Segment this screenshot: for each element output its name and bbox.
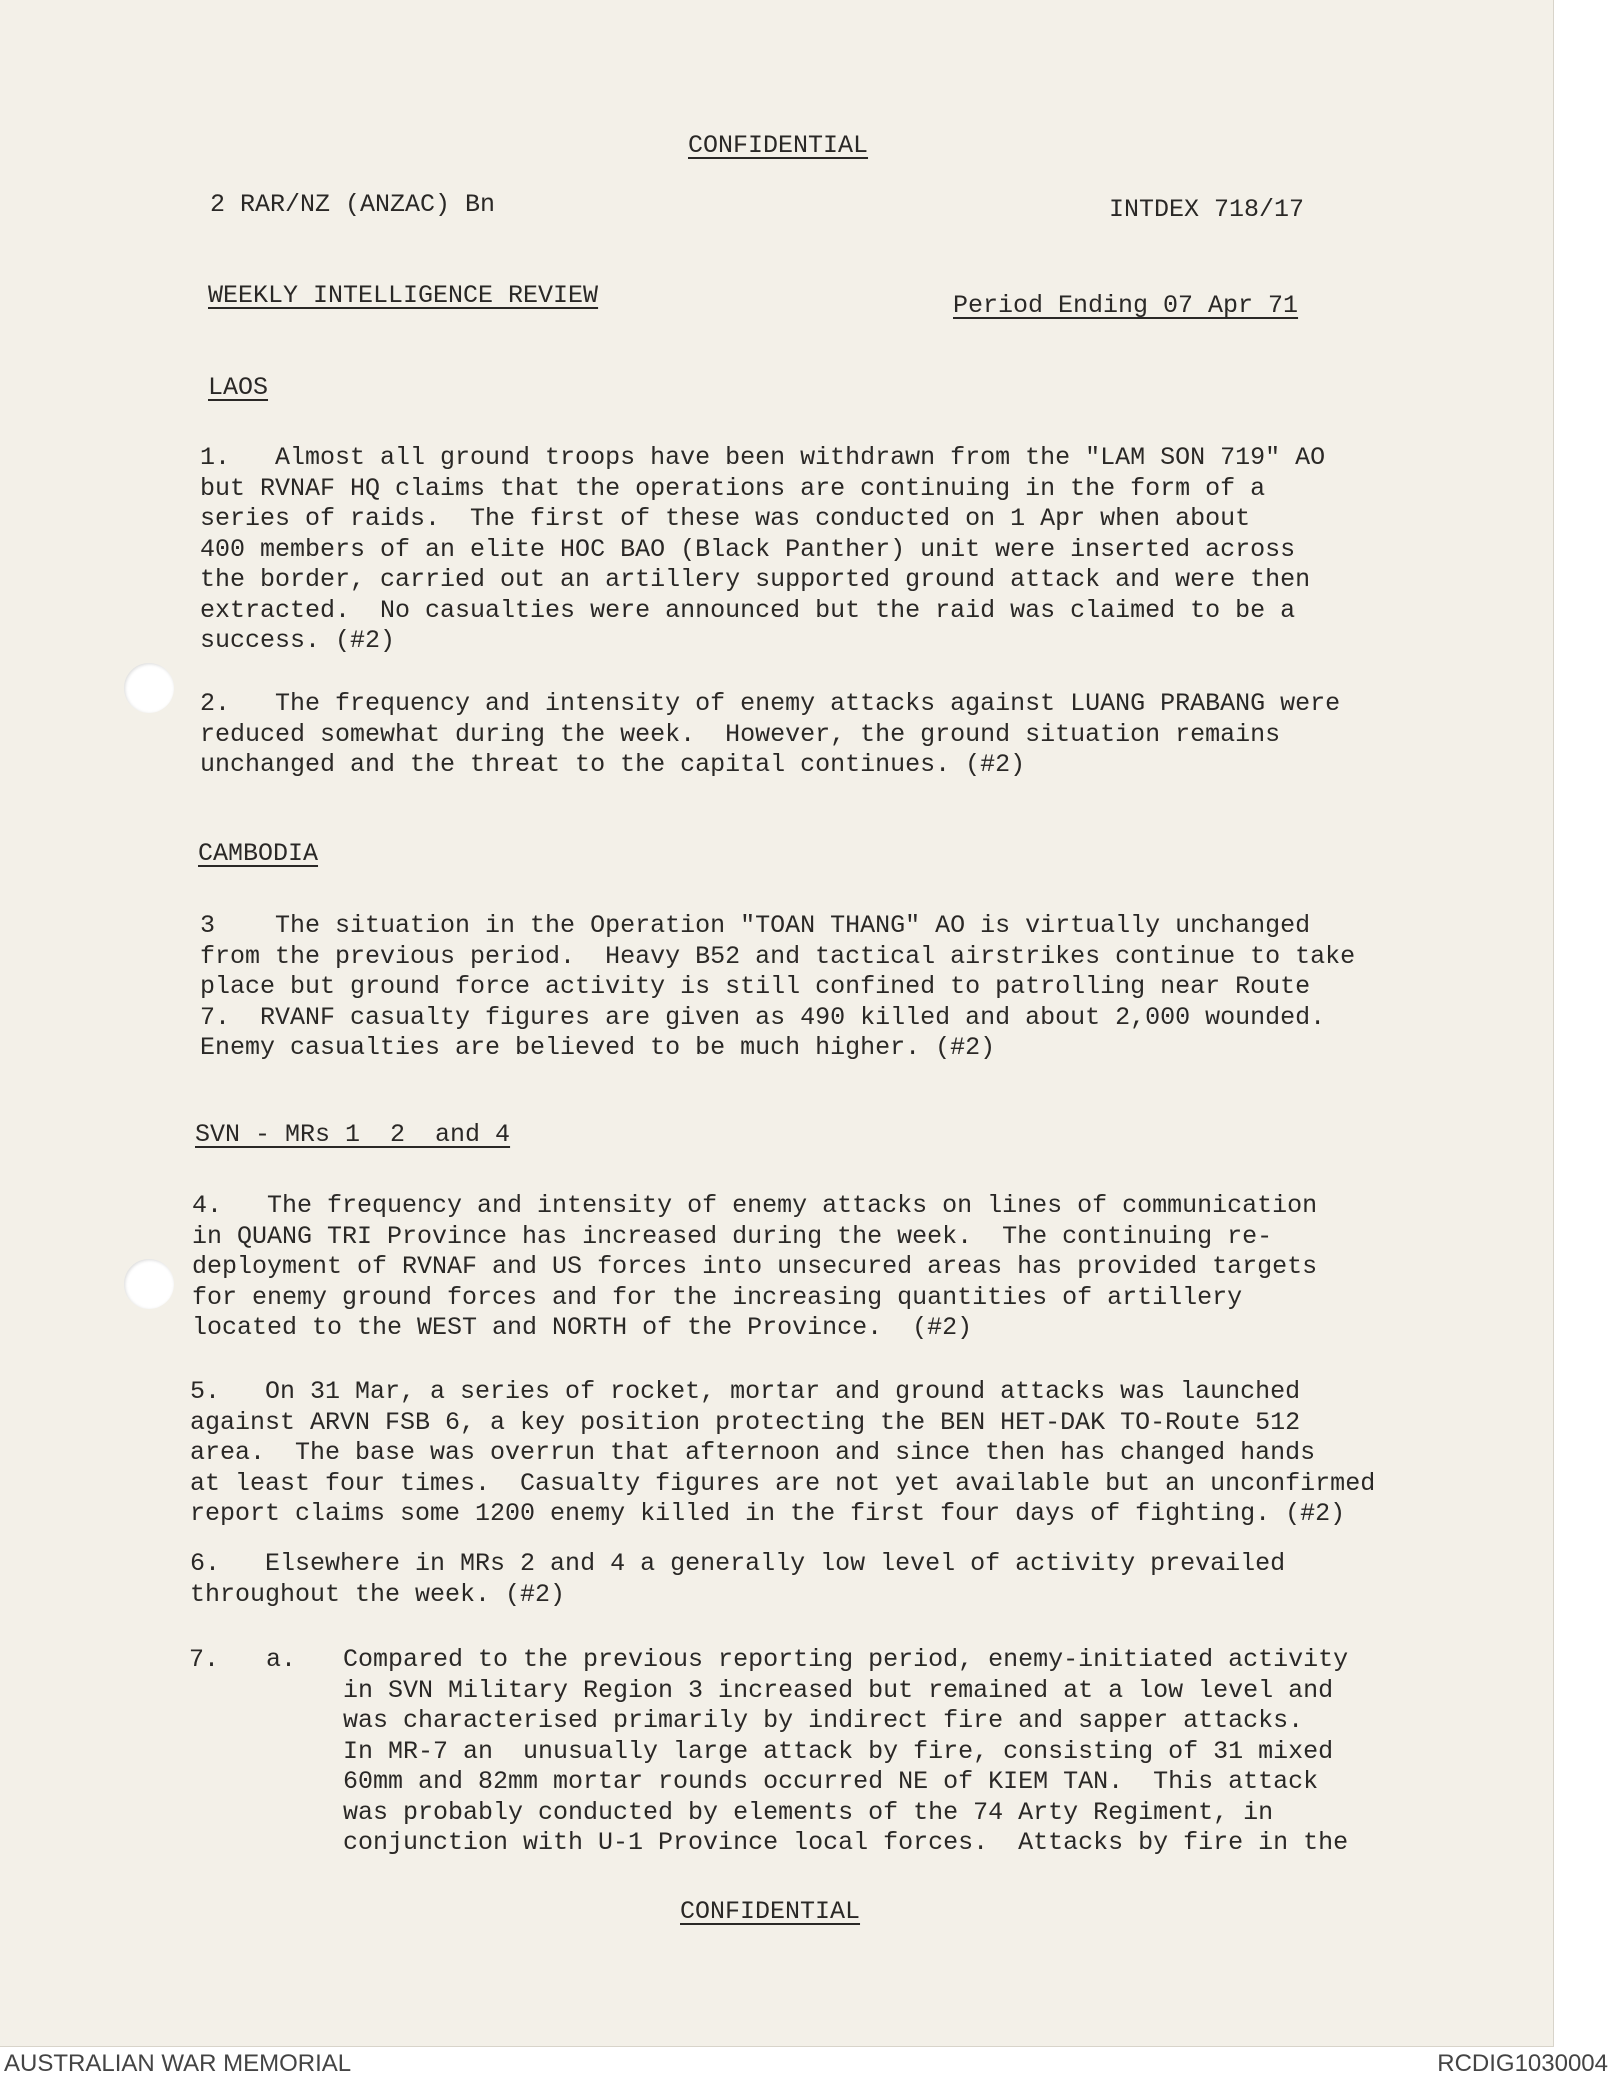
text-line: place but ground force activity is still confined to patrolling near Route xyxy=(200,972,1311,1001)
text-line: 1. Almost all ground troops have been withdrawn from the "LAM SON 719" AO xyxy=(200,443,1326,472)
text-line: the border, carried out an artillery supported ground attack and were then xyxy=(200,565,1311,594)
text-line: series of raids. The first of these was conducted on 1 Apr when about xyxy=(200,504,1251,533)
text-line: located to the WEST and NORTH of the Province. (#2) xyxy=(192,1313,973,1342)
punch-hole xyxy=(124,663,174,713)
paragraph-4 xyxy=(192,1191,1317,1344)
text-line: for enemy ground forces and for the increasing quantities of artillery xyxy=(192,1282,1243,1312)
text-line: was characterised primarily by indirect fire and sapper attacks. xyxy=(343,1706,1304,1735)
text-line: was probably conducted by elements of the 74 Arty Regiment, in xyxy=(343,1797,1274,1827)
section-heading-svn: SVN - MRs 1 2 and 4 xyxy=(195,1120,511,1149)
text-line: In MR-7 an unusually large attack by fire, consisting of 31 mixed xyxy=(343,1736,1334,1766)
period-ending: Period Ending 07 Apr 71 xyxy=(953,291,1299,320)
classification-top: CONFIDENTIAL xyxy=(688,131,869,160)
text-line: in SVN Military Region 3 increased but remained at a low level and xyxy=(343,1675,1334,1705)
text-line: but RVNAF HQ claims that the operations are continuing in the form of a xyxy=(200,473,1266,503)
text-line: report claims some 1200 enemy killed in the first four days of fighting. (#2) xyxy=(190,1499,1346,1528)
text-line: at least four times. Casualty figures are not yet available but an unconfirmed xyxy=(190,1468,1376,1498)
text-line: 4. The frequency and intensity of enemy attacks on lines of communication xyxy=(192,1191,1318,1220)
text-line: 7. RVANF casualty figures are given as 490 killed and about 2,000 wounded. xyxy=(200,1002,1326,1032)
paragraph-2 xyxy=(200,689,1340,781)
record-id: RCDIG1030004 xyxy=(1437,2050,1608,2077)
text-line: Compared to the previous reporting period, enemy-initiated activity xyxy=(343,1645,1349,1674)
text-line: extracted. No casualties were announced but the raid was claimed to be a xyxy=(200,595,1296,625)
text-line: in QUANG TRI Province has increased during the week. The continuing re- xyxy=(192,1221,1273,1251)
text-line: against ARVN FSB 6, a key position protecting the BEN HET-DAK TO-Route 512 xyxy=(190,1407,1301,1437)
text-line: deployment of RVNAF and US forces into unsecured areas has provided targets xyxy=(192,1252,1318,1281)
text-line: reduced somewhat during the week. However, the ground situation remains xyxy=(200,719,1281,749)
text-line: 5. On 31 Mar, a series of rocket, mortar and ground attacks was launched xyxy=(190,1377,1301,1406)
text-line: unchanged and the threat to the capital continues. (#2) xyxy=(200,750,1026,779)
paragraph-7a-label: a. xyxy=(266,1645,297,1674)
text-line: 3 The situation in the Operation "TOAN THANG" AO is virtually unchanged xyxy=(200,911,1311,940)
text-line: 60mm and 82mm mortar rounds occurred NE of KIEM TAN. This attack xyxy=(343,1767,1319,1796)
classification-bottom: CONFIDENTIAL xyxy=(680,1897,861,1926)
text-line: throughout the week. (#2) xyxy=(190,1579,566,1609)
archive-name: AUSTRALIAN WAR MEMORIAL xyxy=(4,2050,352,2077)
section-heading-cambodia: CAMBODIA xyxy=(198,839,319,868)
text-line: success. (#2) xyxy=(200,626,396,655)
section-heading-laos: LAOS xyxy=(208,373,269,402)
text-line: conjunction with U-1 Province local forces. Attacks by fire in the xyxy=(343,1828,1349,1857)
paragraph-7a xyxy=(343,1645,1348,1859)
text-line: area. The base was overrun that afternoon and since then has changed hands xyxy=(190,1438,1316,1467)
text-line: 6. Elsewhere in MRs 2 and 4 a generally low level of activity prevailed xyxy=(190,1549,1286,1578)
text-line: Enemy casualties are believed to be much higher. (#2) xyxy=(200,1033,996,1062)
paragraph-3 xyxy=(200,911,1355,1064)
document-reference: INTDEX 718/17 xyxy=(1109,195,1305,224)
punch-hole xyxy=(124,1259,174,1309)
unit-name: 2 RAR/NZ (ANZAC) Bn xyxy=(210,190,496,219)
text-line: from the previous period. Heavy B52 and tactical airstrikes continue to take xyxy=(200,941,1356,971)
text-line: 2. The frequency and intensity of enemy attacks against LUANG PRABANG were xyxy=(200,689,1341,718)
paragraph-7-number: 7. xyxy=(189,1645,220,1674)
paragraph-5 xyxy=(190,1377,1375,1530)
paragraph-6 xyxy=(190,1549,1285,1610)
paragraph-1 xyxy=(200,443,1325,657)
text-line: 400 members of an elite HOC BAO (Black Panther) unit were inserted across xyxy=(200,534,1296,564)
document-title: WEEKLY INTELLIGENCE REVIEW xyxy=(208,281,599,310)
